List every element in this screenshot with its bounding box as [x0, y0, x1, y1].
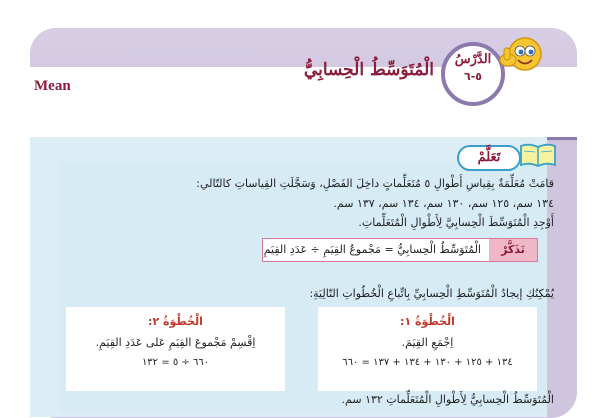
problem-line-3: أَوْجِدِ الْمُتَوَسِّطَ الْحِسابِيَّ لِأَطْوالِ الْمُتَعَلِّماتِ.: [358, 216, 554, 229]
badge-word: الدَّرْسُ: [454, 52, 492, 67]
step-1-box: [318, 307, 537, 391]
badge-number: ٥-٦: [463, 70, 482, 83]
mascot-thumbs-up-icon: [497, 30, 545, 78]
step-2-equation: ٦٦٠ ÷ ٥ = ١٣٢: [141, 357, 210, 368]
step-1-equation: ١٣٤ + ١٢٥ + ١٣٠ + ١٣٤ + ١٣٧ = ٦٦٠: [342, 357, 513, 368]
reminder-formula: الْمُتَوَسِّطُ الْحِسابِيُّ = مَجْموعُ القِيَمِ ÷ عَدَدِ القِيَمِ: [263, 243, 481, 256]
steps-intro: يُمْكِنُكِ إيجادُ الْمُتَوَسِّطِ الْحِسابِيِّ بِاتِّباعِ الْخُطُواتِ التّالِيَةِ:: [309, 287, 554, 300]
reminder-tag: تَذَكَّرْ: [489, 239, 537, 261]
step-2-box: [66, 307, 285, 391]
step-2-description: اِقْسِمْ مَجْموعَ القِيَمِ عَلى عَدَدِ القِيَمِ.: [95, 336, 256, 349]
reminder-box: [262, 238, 538, 262]
open-book-icon: [519, 142, 557, 168]
english-title: Mean: [34, 78, 71, 94]
step-1-description: اِجْمَعِ القِيَمَ.: [401, 336, 454, 349]
step-2-title: الْخُطْوَةُ ٢:: [148, 315, 203, 328]
problem-line-2: ١٣٤ سم، ١٢٥ سم، ١٣٠ سم، ١٣٤ سم، ١٣٧ سم.: [333, 197, 554, 210]
problem-line-1: قامَتْ مُعَلِّمَةٌ بِقِياسِ أَطْوالِ ٥ مُتَعَلِّماتٍ داخِلَ الفَصْلِ، وَسَجَّلَتِ القِياساتِ كالتّالي:: [196, 177, 554, 190]
learn-label: تَعَلَّمْ: [457, 145, 521, 171]
lesson-badge: [441, 42, 505, 106]
step-1-title: الْخُطْوَةُ ١:: [400, 315, 455, 328]
result-line: الْمُتَوَسِّطُ الْحِسابِيُّ لِأَطْوالِ الْمُتَعَلِّماتِ ١٣٢ سم.: [341, 393, 554, 406]
arabic-title: الْمُتَوَسِّطُ الْحِسابِيُّ: [303, 60, 434, 80]
